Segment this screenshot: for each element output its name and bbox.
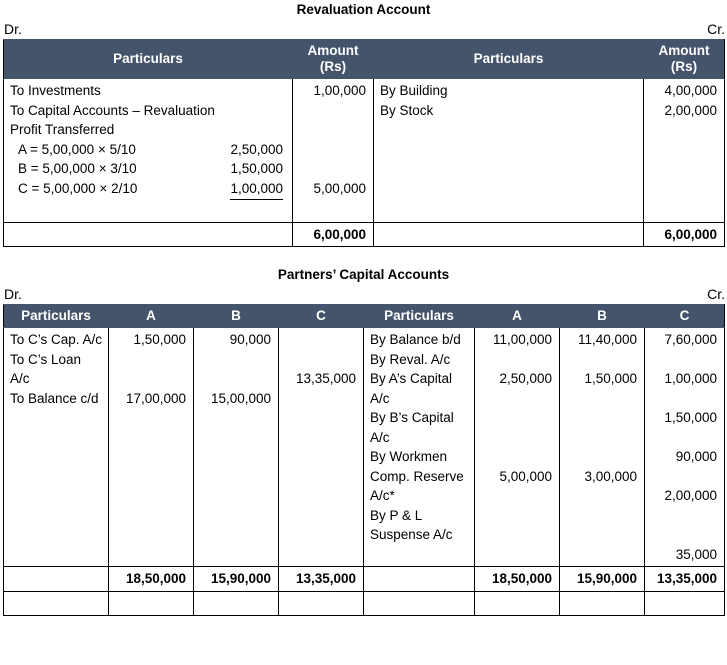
capital-header-b-left: B [194, 305, 279, 328]
capital-debit-b-blank-1 [200, 369, 271, 389]
capital-dr-label: Dr. [4, 286, 22, 302]
capital-credit-row-1-a: 2,50,000 [499, 371, 552, 386]
capital-debit-row-0-b: 90,000 [229, 332, 271, 347]
capital-credit-c-cell [645, 328, 725, 567]
capital-credit-a-cell [475, 328, 560, 567]
capital-header-c-left: C [279, 305, 364, 328]
capital-cr-label: Cr. [707, 286, 725, 302]
revaluation-working-a-amount: 2,50,000 [230, 141, 283, 157]
capital-credit-c-blank-5 [651, 525, 717, 545]
revaluation-working-row-a [10, 140, 287, 160]
capital-debit-c-blank-1 [285, 350, 356, 370]
revaluation-working-row-c [10, 179, 287, 201]
revaluation-debit-amount-blank-5 [299, 198, 366, 218]
revaluation-credit-particulars-cell [374, 79, 644, 223]
capital-debit-total-a: 18,50,000 [125, 571, 186, 586]
capital-credit-a-blank-2 [481, 408, 552, 428]
capital-debit-labels [4, 328, 108, 410]
revaluation-debit-row1-amount: 1,00,000 [313, 83, 366, 98]
capital-debit-row-2-label: To Balance c/d [10, 390, 99, 406]
revaluation-account-table [3, 39, 725, 247]
revaluation-header-amount-right-line2: (Rs) [670, 59, 698, 74]
revaluation-debit-total: 6,00,000 [313, 226, 366, 242]
capital-drcr-row [0, 285, 727, 304]
capital-credit-c-blank-4 [651, 506, 717, 526]
revaluation-credit-lines [374, 79, 643, 122]
partners-capital-accounts-table [3, 304, 725, 616]
capital-credit-row-0-b: 11,40,000 [577, 332, 637, 347]
capital-credit-row-1-label: By Reval. A/c [370, 351, 451, 367]
revaluation-credit-amount-cell [644, 79, 725, 223]
capital-debit-b-values [194, 328, 278, 410]
capital-credit-particulars-cell [364, 328, 475, 567]
capital-closing-particulars-right [364, 591, 475, 616]
capital-credit-row-0-a: 11,00,000 [492, 332, 552, 347]
revaluation-debit-amounts [293, 79, 373, 220]
capital-closing-a-right [475, 591, 560, 616]
capital-debit-total-spacer [4, 567, 109, 592]
capital-credit-a-values [475, 328, 559, 488]
capital-credit-row-3-label: By B’s Capital A/c [370, 410, 454, 445]
capital-closing-b-left [194, 591, 279, 616]
capital-credit-row-4-a: 5,00,000 [499, 468, 552, 484]
revaluation-debit-amount-blank-4 [299, 159, 366, 179]
capital-debit-total-blank [4, 567, 108, 591]
capital-closing-c-right [645, 591, 725, 616]
capital-debit-particulars-cell [4, 328, 109, 567]
capital-closing-blank-1 [109, 592, 193, 616]
revaluation-debit-particulars-cell [4, 79, 293, 223]
capital-closing-row [4, 591, 725, 616]
revaluation-header-particulars-right: Particulars [374, 40, 644, 79]
capital-debit-row-1-c: 13,35,000 [295, 371, 356, 386]
revaluation-body-row [4, 79, 725, 223]
revaluation-header-amount-left-line2: (Rs) [319, 59, 347, 74]
revaluation-cr-label: Cr. [707, 21, 725, 37]
capital-body-row [4, 328, 725, 567]
revaluation-header-row [4, 40, 725, 79]
capital-credit-c-blank-0 [651, 350, 717, 370]
revaluation-credit-total: 6,00,000 [664, 226, 717, 242]
capital-debit-a-values [109, 328, 193, 410]
capital-credit-row-4-b: 3,00,000 [584, 468, 637, 484]
revaluation-debit-spacer [10, 200, 287, 220]
revaluation-working-a-label: A = 5,00,000 × 5/10 [18, 141, 136, 157]
revaluation-credit-row2-amount: 2,00,000 [664, 102, 717, 118]
capital-credit-a-blank-3 [481, 428, 552, 448]
capital-credit-labels [364, 328, 474, 547]
capital-debit-b-blank-0 [200, 350, 271, 370]
capital-credit-total-b: 15,90,000 [576, 571, 637, 586]
revaluation-header-amount-left-line1: Amount [307, 43, 359, 58]
capital-credit-row-3-c: 90,000 [675, 449, 717, 464]
capital-debit-total-b-cell [194, 567, 279, 592]
revaluation-total-left-blank [4, 223, 292, 247]
capital-closing-a-left [109, 591, 194, 616]
capital-credit-row-1-b: 1,50,000 [584, 371, 637, 386]
capital-debit-total-b: 15,90,000 [210, 571, 271, 586]
capital-credit-row-0-label: By Balance b/d [370, 332, 461, 347]
revaluation-credit-amounts [644, 79, 724, 122]
capital-accounts-title: Partners’ Capital Accounts [277, 267, 450, 282]
revaluation-debit-row3-label: Profit Transferred [10, 122, 115, 137]
capital-debit-a-cell [109, 328, 194, 567]
capital-closing-particulars [4, 591, 109, 616]
capital-credit-c-blank-1 [651, 389, 717, 409]
capital-closing-b-right [560, 591, 645, 616]
capital-credit-row-0-c: 7,60,000 [664, 332, 717, 347]
capital-credit-c-blank-2 [651, 428, 717, 448]
capital-header-a-left: A [109, 305, 194, 328]
revaluation-debit-row1-label: To Investments [10, 83, 101, 98]
capital-debit-c-values [279, 328, 363, 391]
capital-credit-b-cell [560, 328, 645, 567]
capital-credit-c-values [645, 328, 724, 566]
capital-header-b-right: B [560, 305, 645, 328]
revaluation-debit-amount-cell [293, 79, 374, 223]
revaluation-debit-lines [4, 79, 292, 222]
capital-debit-row-0-label: To C’s Cap. A/c [10, 332, 103, 347]
revaluation-drcr-row [0, 20, 727, 39]
capital-credit-total-a: 18,50,000 [491, 571, 552, 586]
revaluation-debit-amount-blank-1 [299, 101, 366, 121]
capital-debit-b-cell [194, 328, 279, 567]
capital-credit-b-blank-3 [566, 428, 637, 448]
revaluation-credit-total-cell [644, 222, 725, 247]
section-gap [0, 247, 727, 265]
capital-credit-a-blank-4 [481, 447, 552, 467]
capital-debit-total-a-cell [109, 567, 194, 592]
capital-credit-row-1-c: 1,00,000 [664, 371, 717, 386]
capital-credit-row-2-label: By A’s Capital A/c [370, 371, 453, 406]
capital-credit-b-blank-4 [566, 447, 637, 467]
capital-closing-blank-2 [194, 592, 278, 616]
capital-debit-row-0-a: 1,50,000 [133, 332, 186, 347]
capital-header-c-right: C [645, 305, 725, 328]
revaluation-account-title: Revaluation Account [296, 2, 431, 17]
capital-debit-row-1-label: To C’s Loan A/c [10, 351, 82, 386]
revaluation-total-left-spacer [4, 222, 293, 247]
capital-totals-row [4, 567, 725, 592]
capital-closing-blank-0 [4, 592, 108, 616]
revaluation-working-c-label: C = 5,00,000 × 2/10 [18, 180, 138, 196]
capital-debit-total-c-cell [279, 567, 364, 592]
revaluation-totals-row [4, 222, 725, 247]
revaluation-debit-amount-blank-3 [299, 140, 366, 160]
capital-credit-row-5-label: By P & L Suspense A/c [370, 507, 453, 542]
capital-closing-blank-6 [560, 592, 644, 616]
revaluation-working-c-amount: 1,00,000 [230, 179, 283, 201]
capital-debit-c-cell [279, 328, 364, 567]
capital-credit-b-blank-0 [566, 350, 637, 370]
revaluation-debit-total-cell [293, 222, 374, 247]
capital-header-particulars-right: Particulars [364, 305, 475, 328]
capital-debit-c-blank-0 [285, 330, 356, 350]
revaluation-working-b-label: B = 5,00,000 × 3/10 [18, 161, 137, 176]
capital-credit-row-4-c: 2,00,000 [664, 488, 717, 503]
capital-header-particulars-left: Particulars [4, 305, 109, 328]
capital-debit-total-c: 13,35,000 [295, 571, 356, 586]
capital-header-row [4, 305, 725, 328]
revaluation-debit-row2-label: To Capital Accounts – Revaluation [10, 102, 215, 118]
revaluation-dr-label: Dr. [4, 21, 22, 37]
capital-debit-a-blank-0 [115, 350, 186, 370]
capital-closing-blank-5 [475, 592, 559, 616]
revaluation-header-amount-left [293, 40, 374, 79]
capital-header-a-right: A [475, 305, 560, 328]
revaluation-total-right-spacer [374, 222, 644, 247]
revaluation-credit-row2-label: By Stock [380, 102, 434, 118]
revaluation-total-right-blank [374, 223, 643, 247]
capital-credit-total-spacer [364, 567, 475, 592]
capital-credit-row-4-label: By Workmen Comp. Reserve A/c* [370, 449, 464, 503]
revaluation-working-b-amount: 1,50,000 [230, 161, 283, 176]
capital-debit-a-blank-1 [115, 369, 186, 389]
revaluation-credit-row1-label: By Building [380, 83, 448, 98]
capital-credit-row-2-c: 1,50,000 [664, 410, 717, 425]
capital-closing-blank-3 [279, 592, 363, 616]
capital-credit-total-c-cell [645, 567, 725, 592]
capital-credit-b-blank-1 [566, 389, 637, 409]
capital-closing-blank-7 [645, 592, 724, 616]
revaluation-debit-transfer-total: 5,00,000 [313, 180, 366, 196]
capital-closing-blank-4 [364, 592, 474, 616]
capital-credit-c-blank-3 [651, 467, 717, 487]
capital-credit-a-blank-0 [481, 350, 552, 370]
revaluation-header-amount-right-line1: Amount [658, 43, 710, 58]
revaluation-header-particulars-left: Particulars [4, 40, 293, 79]
capital-debit-row-2-b: 15,00,000 [210, 390, 271, 406]
capital-credit-b-blank-2 [566, 408, 637, 428]
revaluation-debit-amount-blank-2 [299, 120, 366, 140]
revaluation-credit-row1-amount: 4,00,000 [664, 83, 717, 98]
capital-credit-total-blank [364, 567, 474, 591]
capital-credit-total-a-cell [475, 567, 560, 592]
capital-credit-total-b-cell [560, 567, 645, 592]
capital-debit-row-2-a: 17,00,000 [125, 390, 186, 406]
capital-credit-a-blank-1 [481, 389, 552, 409]
capital-credit-b-values [560, 328, 644, 488]
capital-closing-c-left [279, 591, 364, 616]
revaluation-working-row-b [10, 159, 287, 179]
revaluation-header-amount-right [644, 40, 725, 79]
capital-credit-total-c: 13,35,000 [656, 571, 717, 586]
capital-credit-row-5-c: 35,000 [675, 546, 717, 562]
